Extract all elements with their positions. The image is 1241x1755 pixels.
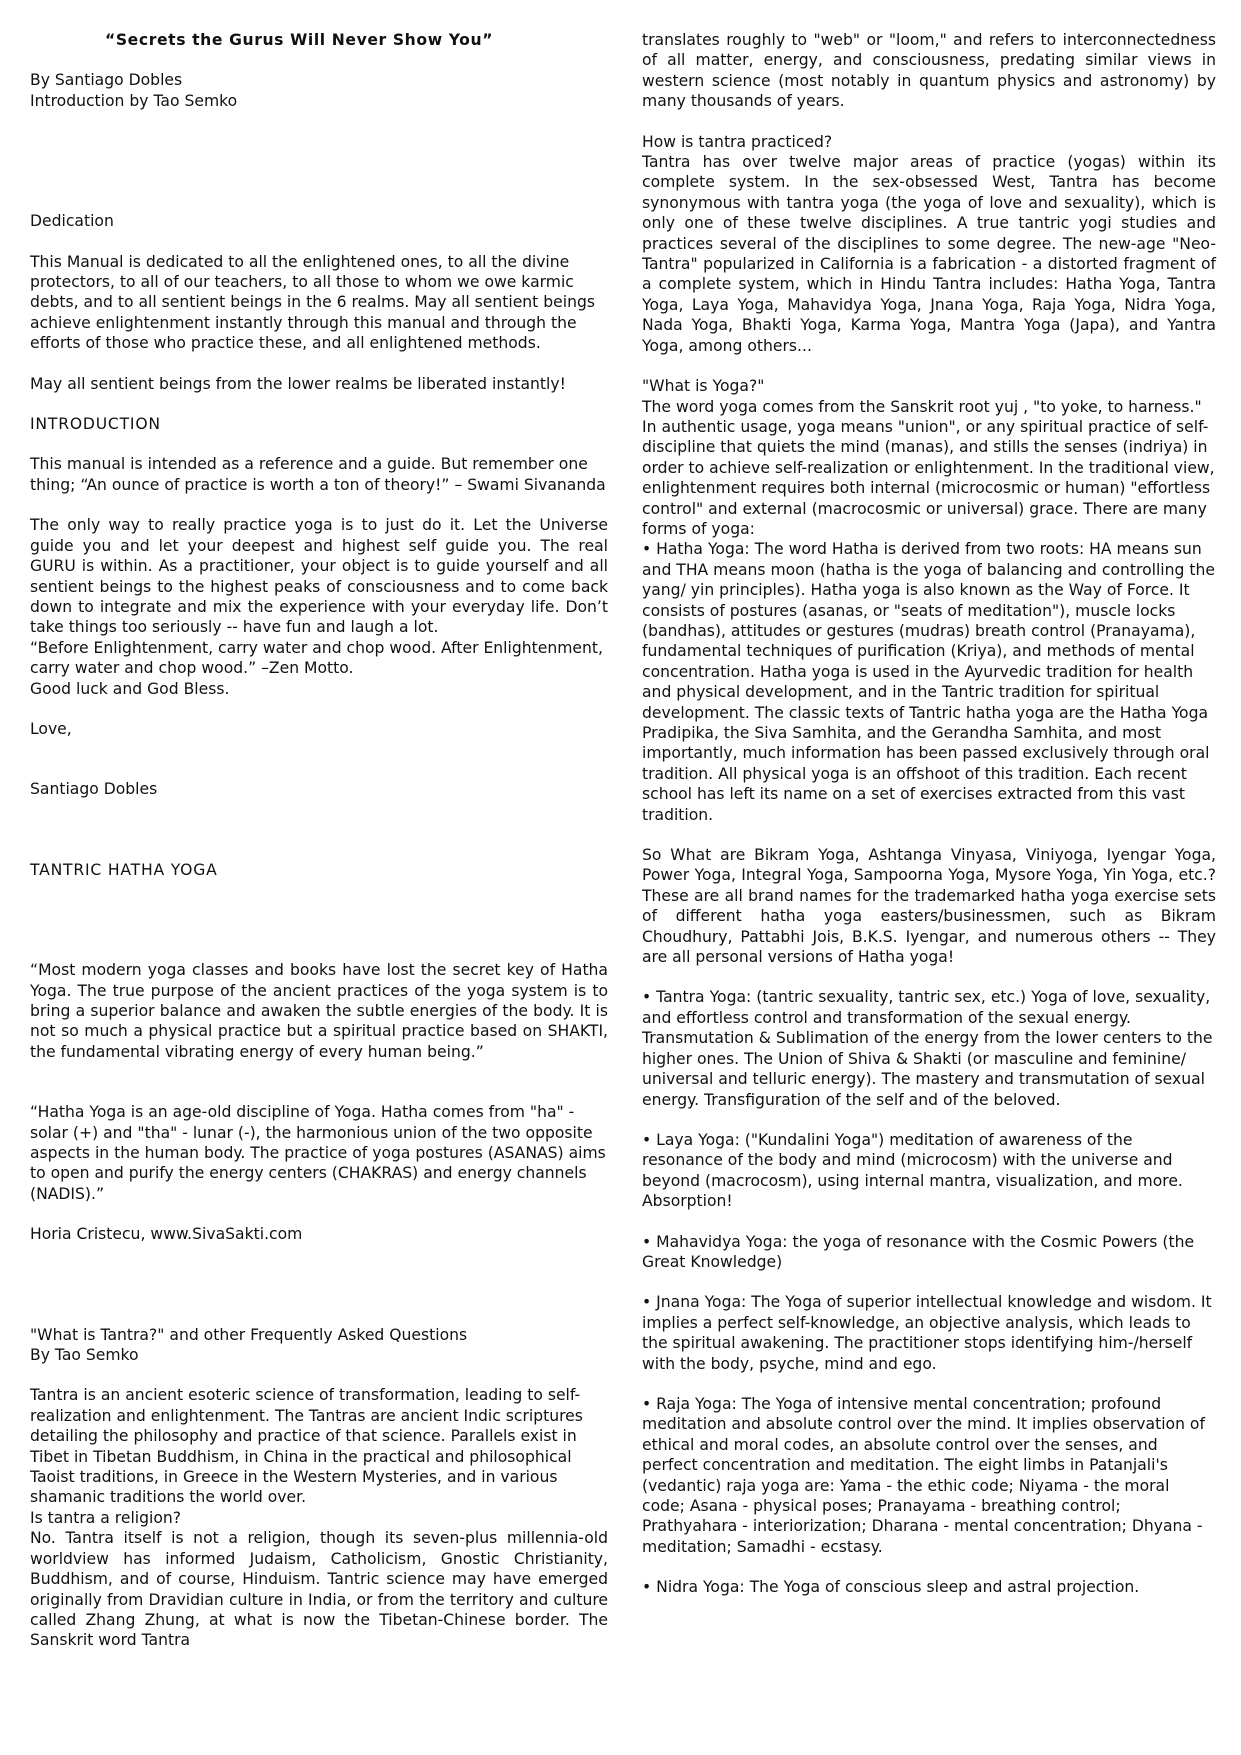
dedication-text: This Manual is dedicated to all the enlightened ones, to all the divine protectors, to all of our teachers, to all those to whom we owe karmic debts, and to all sentient beings in the 6 realms. May all sentient beings achieve enlightenment instantly through this manual and through the efforts of those who practice these, and all enlightened methods. [30,252,595,353]
document-title: “Secrets the Gurus Will Never Show You” [105,31,494,49]
bikram-paragraph: So What are Bikram Yoga, Ashtanga Vinyasa, Viniyoga, Iyengar Yoga, Power Yoga, Integral Yoga, Sampoorna Yoga, Mysore Yoga, Yin Yoga, etc.? These are all brand names for the trademarked hatha yoga exercise sets of different hatha yoga easters/businessmen, such as Bikram Choudhury, Pattabhi Jois, B.K.S. Iyengar, and numerous others -- They are all personal versions of Hatha yoga! [642,846,1216,967]
list-item-mahavidya-yoga: • Mahavidya Yoga: the yoga of resonance with the Cosmic Powers (the Great Knowledge) [642,1232,1195,1271]
zen-quote: “Before Enlightenment, carry water and chop wood. After Enlightenment, carry water and chop wood.” –Zen Motto. [30,638,603,678]
faq-heading: "What is Tantra?" and other Frequently Asked Questions [30,1325,468,1344]
tantra-intro-text: Tantra is an ancient esoteric science of transformation, leading to self-realization and enlightenment. The Tantras are ancient Indic scriptures detailing the philosophy and practice of that science. Parallels exist in Tibet in Tibetan Buddhism, in China in the practical and philosophical Taoist traditions, in Greece in the Western Mysteries, and in various shamanic traditions the world over. [30,1386,583,1507]
list-item-raja-yoga: • Raja Yoga: The Yoga of intensive mental concentration; profound meditation and absolute control over the mind. It implies observation of ethical and moral codes, an absolute control over the senses, and perfect concentration and meditation. The eight limbs in Patanjali's (vedantic) raja yoga are: Yama - the ethic code; Niyama - the moral code; Asana - physical poses; Pranayama - breathing control; Prathyahara - interiorization; Dharana - mental concentration; Dhyana - meditation; Samadhi - ecstasy. [642,1394,1205,1556]
author-line: By Santiago Dobles [30,71,183,90]
quote-source: Horia Cristecu, www.SivaSakti.com [30,1225,303,1244]
list-item-laya-yoga: • Laya Yoga: ("Kundalini Yoga") meditation of awareness of the resonance of the body and mind (microcosm) with the universe and beyond (macrocosm), using internal mantra, visualization, and more. Absorption! [642,1130,1183,1211]
love-closing: Love, [30,719,72,738]
introduction-heading: INTRODUCTION [30,415,161,434]
practiced-answer: Tantra has over twelve major areas of practice (yogas) within its complete system. In the sex-obsessed West, Tantra has become synonymous with tantra yoga (the yoga of love and sexuality), which is only one of these twelve disciplines. A true tantric yogi studies and practices several of the disciplines to some degree. The new-age "Neo- Tantra" popularized in California is a fabrication - a distorted fragment of a complete system, which in Hindu Tantra includes: Hatha Yoga, Tantra Yoga, Laya Yoga, Mahavidya Yoga, Jnana Yoga, Raja Yoga, Nidra Yoga, Nada Yoga, Bhakti Yoga, Karma Yoga, Mantra Yoga (Japa), and Yantra Yoga, among others... [642,153,1216,355]
left-column [30,30,608,1651]
signature: Santiago Dobles [30,780,158,799]
quote-hatha-yoga: “Hatha Yoga is an age-old discipline of Yoga. Hatha comes from "ha" - solar (+) and "tha" - lunar (-), the harmonious union of the two opposite aspects in the human body. The practice of yoga postures (ASANAS) aims to open and purify the energy centers (CHAKRAS) and energy channels (NADIS).” [30,1103,606,1203]
introduction-text: This manual is intended as a reference and a guide. But remember one thing; “An ounce of practice is worth a ton of theory!” – Swami Sivananda [30,455,606,494]
practice-text: The only way to really practice yoga is to just do it. Let the Universe guide you and let your deepest and highest self guide you. The real GURU is within. As a practitioner, your object is to guide yourself and all sentient beings to the highest peaks of consciousness and to come back down to integrate and mix the experience with your everyday life. Don’t take things too seriously -- have fun and laugh a lot. [30,516,608,637]
quote-modern-yoga: “Most modern yoga classes and books have lost the secret key of Hatha Yoga. The true purpose of the ancient practices of the yoga system is to bring a superior balance and awaken the subtle energies of the body. It is not so much a physical practice but a spiritual practice based on SHAKTI, the fundamental vibrating energy of every human being.” [30,961,608,1061]
practiced-question: How is tantra practiced? [642,132,833,151]
faq-byline: By Tao Semko [30,1346,139,1365]
right-column [642,30,1216,1598]
religion-question: Is tantra a religion? [30,1508,182,1527]
list-item-jnana-yoga: • Jnana Yoga: The Yoga of superior intellectual knowledge and wisdom. It implies a perfect self-knowledge, an objective analysis, which leads to the spiritual awakening. The practitioner stops identifying him-/herself with the body, psyche, mind and ego. [642,1293,1212,1373]
intro-by-line: Introduction by Tao Semko [30,91,238,110]
religion-answer: No. Tantra itself is not a religion, though its seven-plus millennia-old worldview has informed Judaism, Catholicism, Gnostic Christianity, Buddhism, and of course, Hinduism. Tantric science may have emerged originally from Dravidian culture in India, or from the territory and culture called Zhang Zhung, at what is now the Tibetan-Chinese border. The Sanskrit word Tantra [30,1529,608,1650]
yoga-answer: The word yoga comes from the Sanskrit root yuj , "to yoke, to harness." In authentic usage, yoga means "union", or any spiritual practice of self-discipline that quiets the mind (manas), and stills the senses (indriya) in order to achieve self-realization or enlightenment. In the traditional view, enlightenment requires both internal (microcosmic or human) "effortless control" and external (macrocosmic or universal) grace. There are many forms of yoga: [642,397,1215,538]
lower-realms-text: May all sentient beings from the lower realms be liberated instantly! [30,374,566,393]
list-item-hatha-yoga: • Hatha Yoga: The word Hatha is derived from two roots: HA means sun and THA means moon (hatha is the yoga of balancing and controlling the yang/ yin principles). Hatha yoga is also known as the Way of Force. It consists of postures (asanas, or "seats of meditation"), muscle locks (bandhas), attitudes or gestures (mudras) breath control (Pranayama), fundamental techniques of purification (Kriya), and methods of mental concentration. Hatha yoga is used in the Ayurvedic tradition for health and physical development, and in the Tantric tradition for spiritual development. The classic texts of Tantric hatha yoga are the Hatha Yoga Pradipika, the Siva Samhita, and the Gerandha Samhita, and most importantly, much information has been passed exclusively through oral tradition. All physical yoga is an offshoot of this tradition. Each recent school has left its name on a set of exercises extracted from this vast tradition. [642,540,1215,824]
good-luck-text: Good luck and God Bless. [30,679,230,698]
dedication-heading: Dedication [30,212,114,231]
tantra-continued-text: translates roughly to "web" or "loom," and refers to interconnectedness of all matter, energy, and consciousness, predating similar views in western science (most notably in quantum physics and astronomy) by many thousands of years. [642,31,1216,111]
list-item-tantra-yoga: • Tantra Yoga: (tantric sexuality, tantric sex, etc.) Yoga of love, sexuality, and effortless control and transformation of the sexual energy. Transmutation & Sublimation of the energy from the lower centers to the higher ones. The Union of Shiva & Shakti (or masculine and feminine/ universal and telluric energy). The mastery and transmutation of sexual energy. Transfiguration of the self and of the beloved. [642,988,1213,1109]
yoga-question: "What is Yoga?" [642,377,765,396]
tantric-hatha-heading: TANTRIC HATHA YOGA [30,860,218,879]
list-item-nidra-yoga: • Nidra Yoga: The Yoga of conscious sleep and astral projection. [642,1578,1140,1597]
